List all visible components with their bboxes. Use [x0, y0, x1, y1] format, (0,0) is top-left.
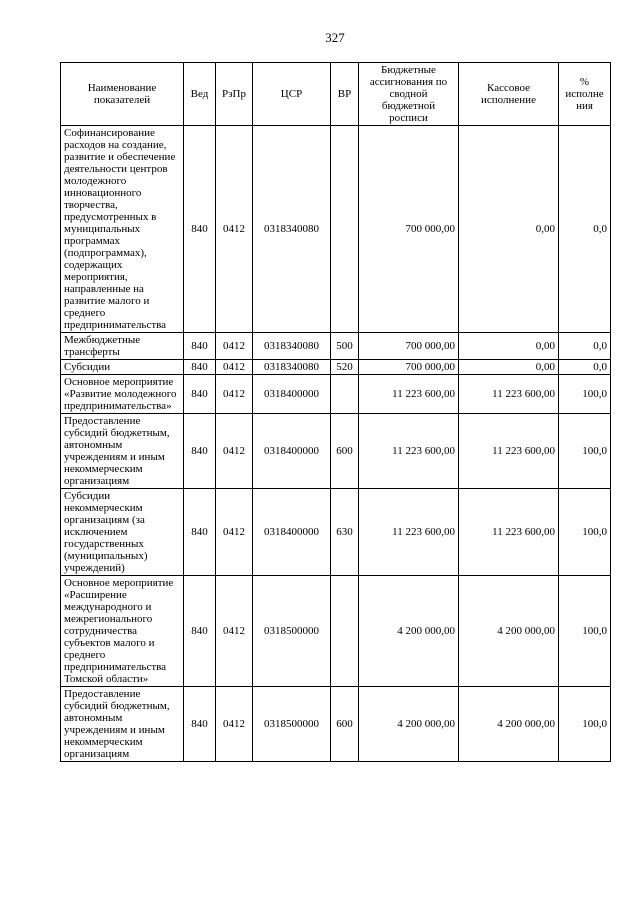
header-rzpr: РзПр	[216, 63, 253, 126]
header-pct: % исполне​ния	[559, 63, 611, 126]
cell-csr: 0318400000	[253, 489, 331, 576]
cell-name: Софинансирование расходов на создание, развитие и обеспечение деятельности центров молодежного инновационного творчества, предусмотренных в муниципальных программах (подпрограммах), содержащих мероприятия, направленные на развитие малого и среднего предпринимательства	[61, 126, 184, 333]
cell-vr: 500	[331, 333, 359, 360]
cell-budget: 700 000,00	[359, 126, 459, 333]
cell-name: Субсидии некоммерческим организациям (за исключением государственных (муниципальных) учреждений)	[61, 489, 184, 576]
cell-vr: 630	[331, 489, 359, 576]
cell-csr: 0318340080	[253, 126, 331, 333]
cell-csr: 0318500000	[253, 687, 331, 762]
cell-name: Предоставление субсидий бюджетным, автономным учреждениям и иным некоммерческим организациям	[61, 687, 184, 762]
cell-ved: 840	[184, 687, 216, 762]
cell-rzpr: 0412	[216, 687, 253, 762]
header-csr: ЦСР	[253, 63, 331, 126]
table-row	[61, 576, 611, 687]
cell-pct: 0,0	[559, 360, 611, 375]
header-ved: Вед	[184, 63, 216, 126]
cell-cash: 0,00	[459, 333, 559, 360]
cell-rzpr: 0412	[216, 414, 253, 489]
cell-budget: 11 223 600,00	[359, 375, 459, 414]
cell-csr: 0318400000	[253, 414, 331, 489]
cell-csr: 0318500000	[253, 576, 331, 687]
header-name: Наименование показателей	[61, 63, 184, 126]
cell-cash: 0,00	[459, 126, 559, 333]
cell-vr: 520	[331, 360, 359, 375]
table-row	[61, 360, 611, 375]
cell-cash: 11 223 600,00	[459, 414, 559, 489]
table-row	[61, 489, 611, 576]
cell-rzpr: 0412	[216, 576, 253, 687]
cell-name: Межбюджетные трансферты	[61, 333, 184, 360]
cell-csr: 0318400000	[253, 375, 331, 414]
cell-pct: 100,0	[559, 489, 611, 576]
table-row	[61, 126, 611, 333]
cell-ved: 840	[184, 333, 216, 360]
page-number: 327	[325, 30, 345, 45]
cell-budget: 700 000,00	[359, 360, 459, 375]
cell-pct: 0,0	[559, 333, 611, 360]
cell-budget: 4 200 000,00	[359, 576, 459, 687]
cell-ved: 840	[184, 489, 216, 576]
cell-budget: 700 000,00	[359, 333, 459, 360]
cell-csr: 0318340080	[253, 360, 331, 375]
cell-pct: 0,0	[559, 126, 611, 333]
cell-rzpr: 0412	[216, 489, 253, 576]
cell-name: Основное мероприятие «Расширение международного и межрегионального сотрудничества субъектов малого и среднего предпринимательства Томской области»	[61, 576, 184, 687]
table-row	[61, 687, 611, 762]
cell-ved: 840	[184, 126, 216, 333]
cell-cash: 11 223 600,00	[459, 375, 559, 414]
cell-vr	[331, 375, 359, 414]
cell-pct: 100,0	[559, 414, 611, 489]
cell-budget: 11 223 600,00	[359, 489, 459, 576]
cell-pct: 100,0	[559, 576, 611, 687]
cell-cash: 11 223 600,00	[459, 489, 559, 576]
cell-cash: 4 200 000,00	[459, 687, 559, 762]
cell-cash: 0,00	[459, 360, 559, 375]
cell-ved: 840	[184, 375, 216, 414]
cell-rzpr: 0412	[216, 375, 253, 414]
cell-ved: 840	[184, 576, 216, 687]
cell-rzpr: 0412	[216, 360, 253, 375]
budget-execution-table	[60, 62, 611, 762]
cell-vr: 600	[331, 414, 359, 489]
cell-pct: 100,0	[559, 687, 611, 762]
header-vr: ВР	[331, 63, 359, 126]
cell-vr: 600	[331, 687, 359, 762]
cell-name: Основное мероприятие «Развитие молодежного предпринимательства»	[61, 375, 184, 414]
cell-budget: 11 223 600,00	[359, 414, 459, 489]
header-budget: Бюджетные ассигнования по сводной бюджетной росписи	[359, 63, 459, 126]
cell-vr	[331, 576, 359, 687]
table-row	[61, 414, 611, 489]
cell-rzpr: 0412	[216, 126, 253, 333]
cell-budget: 4 200 000,00	[359, 687, 459, 762]
cell-name: Субсидии	[61, 360, 184, 375]
cell-pct: 100,0	[559, 375, 611, 414]
header-cash: Кассовое исполнение	[459, 63, 559, 126]
table-row	[61, 333, 611, 360]
cell-rzpr: 0412	[216, 333, 253, 360]
cell-csr: 0318340080	[253, 333, 331, 360]
cell-vr	[331, 126, 359, 333]
table-header-row	[61, 63, 611, 126]
cell-ved: 840	[184, 360, 216, 375]
table-row	[61, 375, 611, 414]
cell-ved: 840	[184, 414, 216, 489]
cell-cash: 4 200 000,00	[459, 576, 559, 687]
cell-name: Предоставление субсидий бюджетным, автономным учреждениям и иным некоммерческим организациям	[61, 414, 184, 489]
